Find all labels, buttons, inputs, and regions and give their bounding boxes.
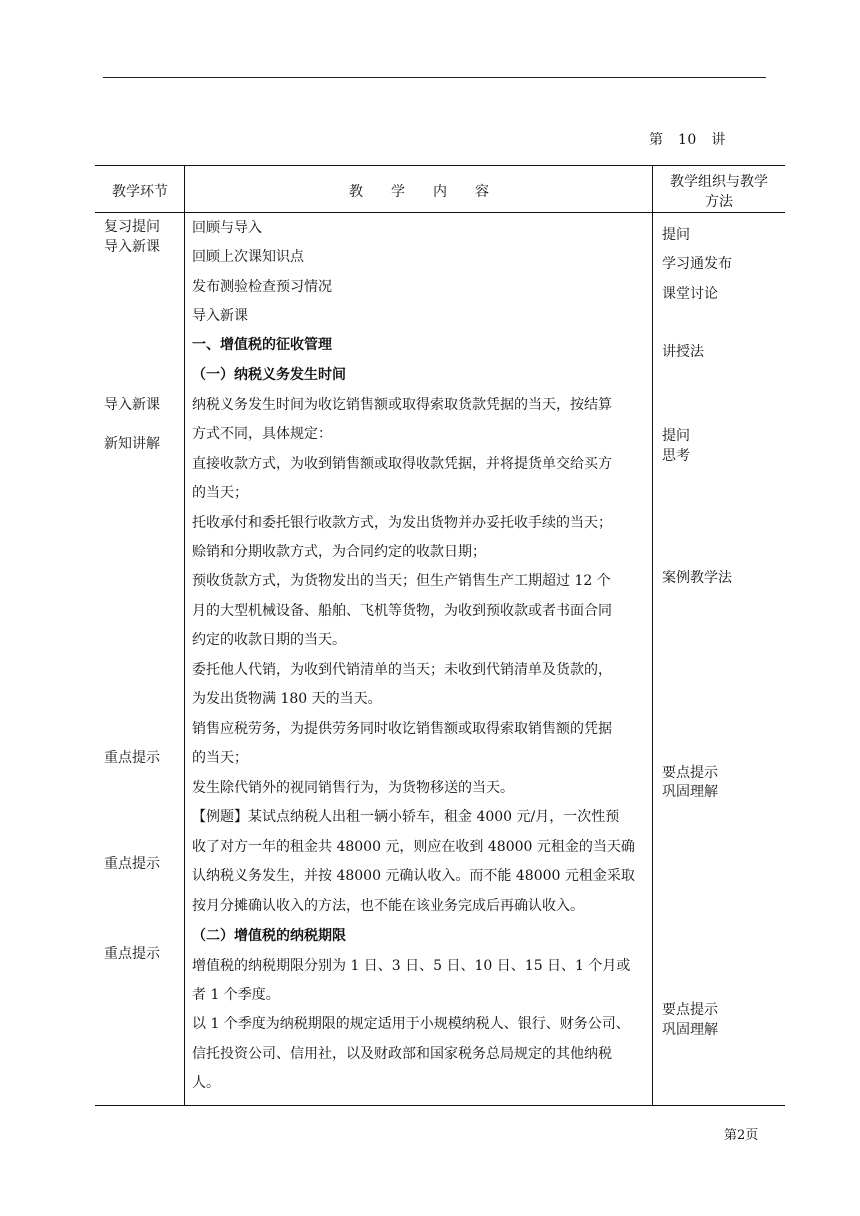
table-bottom-border: [95, 1105, 785, 1106]
content-line: 发生除代销外的视同销售行为，为货物移送的当天。: [192, 780, 514, 796]
content-line: 增值税的纳税期限分别为 1 日、3 日、5 日、10 日、15 日、1 个月或: [192, 958, 631, 974]
method-question-2: 提问: [662, 428, 690, 444]
content-line: 以 1 个季度为纳税期限的规定适用于小规模纳税人、银行、财务公司、: [192, 1016, 630, 1032]
content-line: 发布测验检查预习情况: [192, 279, 332, 295]
header-teaching-content: 教 学 内 容: [349, 184, 489, 200]
content-line: 预收货款方式，为货物发出的当天；但生产销售生产工期超过 12 个: [192, 573, 611, 589]
header-teaching-stage: 教学环节: [112, 184, 168, 200]
stage-intro: 导入新课: [104, 239, 160, 255]
stage-key-point-2: 重点提示: [104, 856, 160, 872]
example-line: 认纳税义务发生，并按 48000 元确认收入。而不能 48000 元租金采取: [192, 868, 635, 884]
column-divider-1: [184, 165, 185, 1106]
example-line: 按月分摊确认收入的方法，也不能在该业务完成后再确认收入。: [192, 898, 584, 914]
section-heading: 一、增值税的征收管理: [192, 337, 332, 353]
content-line: 回顾上次课知识点: [192, 249, 304, 265]
content-line: 月的大型机械设备、船舶、飞机等货物，为收到预收款或者书面合同: [192, 603, 612, 619]
content-line: 赊销和分期收款方式，为合同约定的收款日期；: [192, 544, 486, 560]
method-think: 思考: [662, 448, 690, 464]
column-divider-2: [652, 165, 653, 1106]
content-line: 约定的收款日期的当天。: [192, 632, 346, 648]
content-line: 纳税义务发生时间为收讫销售额或取得索取货款凭据的当天，按结算: [192, 397, 612, 413]
content-line: 的当天；: [192, 485, 248, 501]
content-line: 信托投资公司、信用社，以及财政部和国家税务总局规定的其他纳税: [192, 1046, 612, 1062]
stage-key-point-3: 重点提示: [104, 946, 160, 962]
content-line: 为发出货物满 180 天的当天。: [192, 691, 382, 707]
content-line: 导入新课: [192, 308, 248, 324]
header-bottom-border: [95, 212, 785, 213]
example-line: 【例题】某试点纳税人出租一辆小轿车，租金 4000 元/月，一次性预: [192, 809, 620, 825]
content-line: 方式不同，具体规定：: [192, 426, 332, 442]
content-line: 者 1 个季度。: [192, 987, 280, 1003]
stage-key-point-1: 重点提示: [104, 750, 160, 766]
method-key-points-1: 要点提示: [662, 765, 718, 781]
header-method-line2: 方法: [705, 194, 733, 210]
stage-review: 复习提问: [104, 219, 160, 235]
table-top-border: [95, 165, 785, 166]
example-line: 收了对方一年的租金共 48000 元，则应在收到 48000 元租金的当天确: [192, 839, 635, 855]
method-question: 提问: [662, 227, 690, 243]
stage-intro-2: 导入新课: [104, 397, 160, 413]
content-line: 销售应税劳务，为提供劳务同时收讫销售额或取得索取销售额的凭据: [192, 721, 612, 737]
page-number: 第2页: [724, 1128, 759, 1143]
method-consolidate-2: 巩固理解: [662, 1022, 718, 1038]
subsection-heading: （一）纳税义务发生时间: [192, 367, 346, 383]
method-key-points-2: 要点提示: [662, 1002, 718, 1018]
subsection-heading: （二）增值税的纳税期限: [192, 928, 346, 944]
method-lecture: 讲授法: [662, 344, 704, 360]
header-rule: [103, 77, 766, 78]
method-xuexitong: 学习通发布: [662, 256, 732, 272]
content-line: 的当天；: [192, 750, 248, 766]
content-line: 委托他人代销，为收到代销清单的当天；未收到代销清单及货款的，: [192, 662, 612, 678]
stage-new-knowledge: 新知讲解: [104, 436, 160, 452]
content-line: 直接收款方式，为收到销售额或取得收款凭据，并将提货单交给买方: [192, 456, 612, 472]
content-line: 回顾与导入: [192, 220, 262, 236]
lecture-number: 第 10 讲: [649, 132, 726, 148]
method-discussion: 课堂讨论: [662, 286, 718, 302]
header-method-line1: 教学组织与教学: [670, 174, 768, 190]
content-line: 人。: [192, 1075, 220, 1091]
method-consolidate-1: 巩固理解: [662, 784, 718, 800]
method-case-teaching: 案例教学法: [662, 570, 732, 586]
content-line: 托收承付和委托银行收款方式，为发出货物并办妥托收手续的当天；: [192, 515, 612, 531]
